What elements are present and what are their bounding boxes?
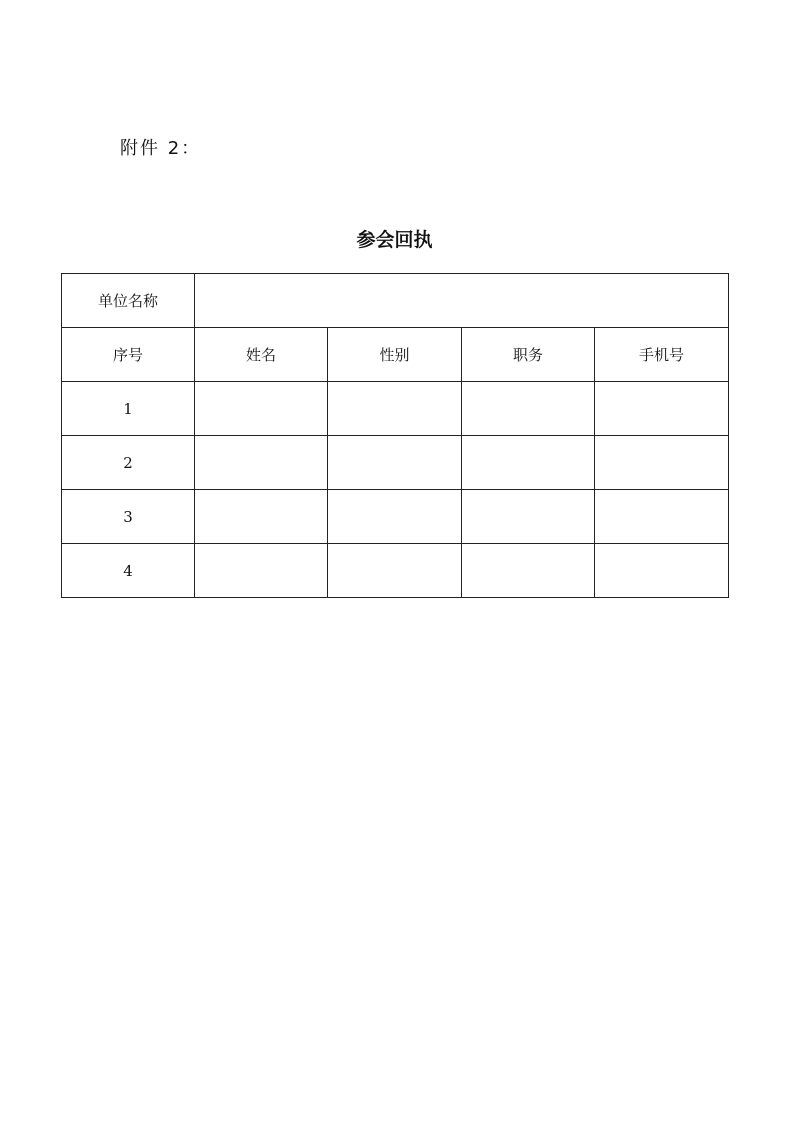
reply-form-table: [61, 273, 729, 598]
gender-cell[interactable]: [328, 382, 462, 436]
position-input[interactable]: [462, 490, 594, 543]
phone-input[interactable]: [595, 544, 728, 597]
gender-cell[interactable]: [328, 490, 462, 544]
gender-input[interactable]: [328, 382, 461, 435]
name-input[interactable]: [195, 544, 327, 597]
name-input[interactable]: [195, 490, 327, 543]
row-index: 3: [62, 490, 195, 544]
gender-input[interactable]: [328, 436, 461, 489]
gender-input[interactable]: [328, 544, 461, 597]
phone-cell[interactable]: [595, 382, 729, 436]
header-row: [62, 328, 729, 382]
header-gender: 性别: [328, 328, 462, 382]
gender-cell[interactable]: [328, 436, 462, 490]
name-input[interactable]: [195, 382, 327, 435]
table-row: [62, 544, 729, 598]
position-cell[interactable]: [462, 544, 595, 598]
header-position: 职务: [462, 328, 595, 382]
row-index: 1: [62, 382, 195, 436]
position-input[interactable]: [462, 544, 594, 597]
position-input[interactable]: [462, 382, 594, 435]
unit-name-label: 单位名称: [62, 274, 195, 328]
position-cell[interactable]: [462, 436, 595, 490]
table-row: [62, 382, 729, 436]
name-cell[interactable]: [195, 490, 328, 544]
position-cell[interactable]: [462, 490, 595, 544]
name-cell[interactable]: [195, 382, 328, 436]
name-input[interactable]: [195, 436, 327, 489]
phone-input[interactable]: [595, 436, 728, 489]
phone-cell[interactable]: [595, 544, 729, 598]
header-phone: 手机号: [595, 328, 729, 382]
row-index: 2: [62, 436, 195, 490]
table-row: [62, 436, 729, 490]
unit-name-input[interactable]: [195, 274, 728, 327]
unit-name-cell[interactable]: [195, 274, 729, 328]
gender-input[interactable]: [328, 490, 461, 543]
position-cell[interactable]: [462, 382, 595, 436]
header-name: 姓名: [195, 328, 328, 382]
unit-row: [62, 274, 729, 328]
page-title: 参会回执: [356, 229, 433, 251]
phone-input[interactable]: [595, 490, 728, 543]
gender-cell[interactable]: [328, 544, 462, 598]
phone-cell[interactable]: [595, 436, 729, 490]
position-input[interactable]: [462, 436, 594, 489]
name-cell[interactable]: [195, 544, 328, 598]
phone-cell[interactable]: [595, 490, 729, 544]
row-index: 4: [62, 544, 195, 598]
header-index: 序号: [62, 328, 195, 382]
attachment-label: 附件 2：: [120, 138, 202, 159]
table-row: [62, 490, 729, 544]
name-cell[interactable]: [195, 436, 328, 490]
phone-input[interactable]: [595, 382, 728, 435]
